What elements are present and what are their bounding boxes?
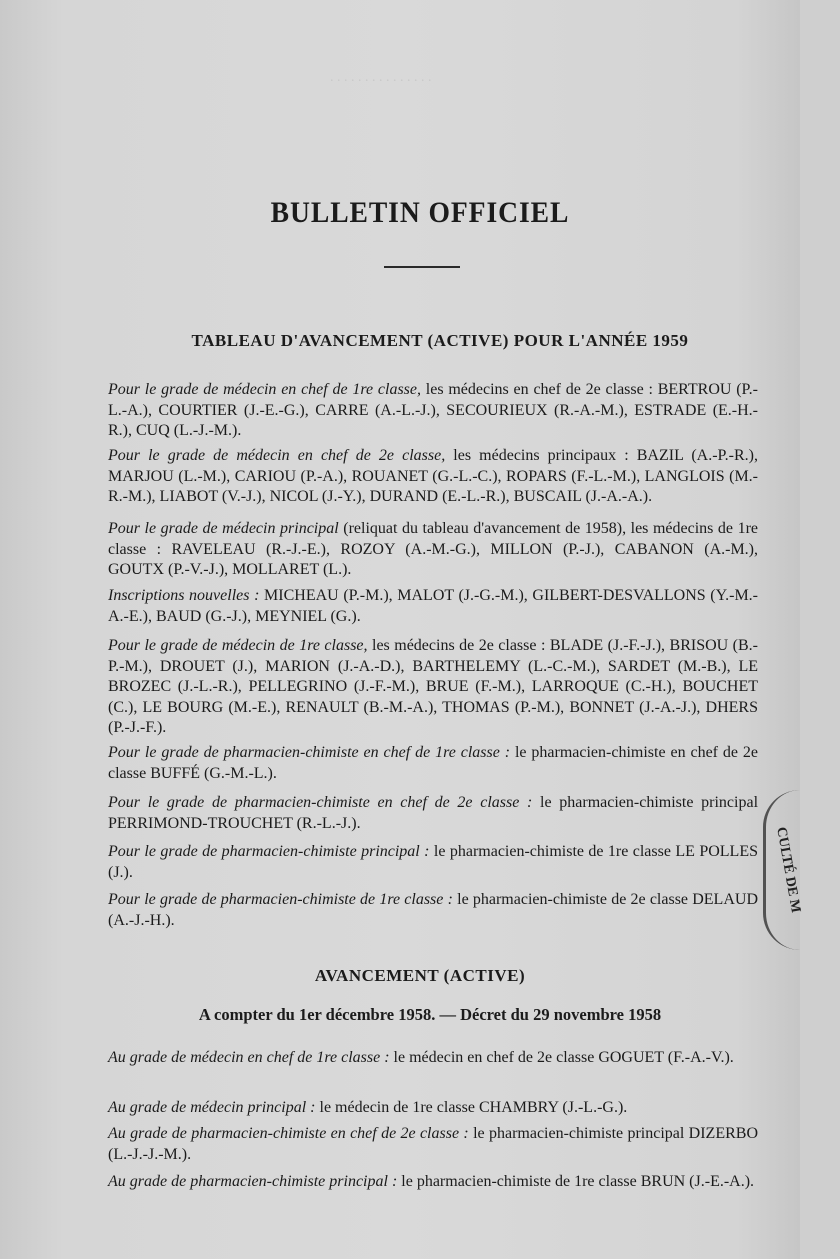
stamp-text: CULTÉ DE M bbox=[773, 826, 804, 914]
paragraph bbox=[108, 586, 758, 627]
paragraph bbox=[108, 842, 758, 883]
paragraph bbox=[108, 1048, 758, 1069]
paragraph-lead: Pour le grade de pharmacien-chimiste en chef de 1re classe : bbox=[108, 744, 511, 761]
paragraph-body: le pharmacien-chimiste en chef de 2e classe BUFFÉ (G.-M.-L.). bbox=[108, 744, 758, 782]
bleed-through-text: . . . . . . . . . . . . . . . bbox=[330, 70, 432, 85]
section-heading-tableau: TABLEAU D'AVANCEMENT (ACTIVE) POUR L'ANNÉE 1959 bbox=[191, 331, 689, 350]
paragraph bbox=[108, 1124, 758, 1165]
paragraph bbox=[108, 793, 758, 834]
paragraph-body: le pharmacien-chimiste de 1re classe BRUN (J.-E.-A.). bbox=[397, 1173, 755, 1190]
library-stamp bbox=[763, 790, 804, 950]
paragraph bbox=[108, 446, 758, 508]
paragraph-lead: Pour le grade de pharmacien-chimiste principal : bbox=[108, 843, 430, 860]
paragraph-lead: Au grade de pharmacien-chimiste en chef de 2e classe : bbox=[108, 1125, 469, 1142]
paragraph bbox=[108, 1098, 758, 1119]
paragraph-lead: Au grade de médecin principal : bbox=[108, 1099, 316, 1116]
paragraph-lead: Au grade de pharmacien-chimiste principal : bbox=[108, 1173, 398, 1190]
paragraph-lead: Pour le grade de médecin de 1re classe, bbox=[108, 637, 368, 654]
paragraph-body: les médecins en chef de 2e classe : BERTROU (P.-L.-A.), COURTIER (J.-E.-G.), CARRE (A.-L.-J.), SECOURIEUX (R.-A.-M.), ESTRADE (E.-H.-R.), CUQ (L.-J.-M.). bbox=[108, 381, 759, 439]
paragraph-body: le médecin de 1re classe CHAMBRY (J.-L.-G.). bbox=[315, 1099, 628, 1116]
paragraph-body: le pharmacien-chimiste principal DIZERBO (L.-J.-J.-M.). bbox=[108, 1125, 759, 1163]
paragraph-lead: Pour le grade de médecin en chef de 1re classe, bbox=[108, 381, 422, 398]
paragraph-body: les médecins de 2e classe : BLADE (J.-F.-J.), BRISOU (B.-P.-M.), DROUET (J.), MARION (J.-A.-D.), BARTHELEMY (L.-C.-M.), SARDET (M.-B.), LE BROZEC (J.-L.-R.), PELLEGRINO (J.-F.-M.), BRUE (F.-M.), LARROQUE (C.-H.), BOUCHET (C.), LE BOURG (M.-E.), RENAULT (B.-M.-A.), THOMAS (P.-M.), BONNET (J.-A.-J.), DHERS (P.-J.-F.). bbox=[108, 637, 759, 736]
paragraph bbox=[108, 380, 758, 442]
paragraph bbox=[108, 636, 758, 739]
paragraph-lead: Au grade de médecin en chef de 1re classe : bbox=[108, 1049, 390, 1066]
paragraph bbox=[108, 743, 758, 784]
paragraph-body: le pharmacien-chimiste principal PERRIMOND-TROUCHET (R.-L.-J.). bbox=[108, 794, 759, 832]
section-heading-avancement: AVANCEMENT (ACTIVE) bbox=[314, 966, 526, 985]
paragraph-body: (reliquat du tableau d'avancement de 1958), les médecins de 1re classe : RAVELEAU (R.-J.-E.), ROZOY (A.-M.-G.), MILLON (P.-J.), CABANON (A.-M.), GOUTX (P.-V.-J.), MOLLARET (L.). bbox=[108, 520, 758, 578]
paragraph-body: le pharmacien-chimiste de 1re classe LE POLLES (J.). bbox=[108, 843, 758, 881]
paragraph bbox=[108, 519, 758, 581]
paragraph bbox=[108, 890, 758, 931]
paragraph-lead: Pour le grade de médecin en chef de 2e classe, bbox=[108, 447, 446, 464]
paragraph-body: MICHEAU (P.-M.), MALOT (J.-G.-M.), GILBERT-DESVALLONS (Y.-M.-A.-E.), BAUD (G.-J.), MEYNIEL (G.). bbox=[108, 587, 758, 625]
paragraph-body: le pharmacien-chimiste de 2e classe DELAUD (A.-J.-H.). bbox=[108, 891, 758, 929]
paragraph-body: les médecins principaux : BAZIL (A.-P.-R.), MARJOU (L.-M.), CARIOU (P.-A.), ROUANET (G.-L.-C.), ROPARS (F.-L.-M.), LANGLOIS (M.-R.-M.), LIABOT (V.-J.), NICOL (J.-Y.), DURAND (E.-L.-R.), BUSCAIL (J.-A.-A.). bbox=[108, 447, 759, 505]
bulletin-title: BULLETIN OFFICIEL bbox=[270, 196, 570, 229]
paragraph bbox=[108, 1172, 758, 1193]
paragraph-lead: Pour le grade de pharmacien-chimiste de 1re classe : bbox=[108, 891, 453, 908]
paragraph-lead: Inscriptions nouvelles : bbox=[108, 587, 260, 604]
paragraph-lead: Pour le grade de pharmacien-chimiste en chef de 2e classe : bbox=[108, 794, 533, 811]
paragraph-lead: Pour le grade de médecin principal bbox=[108, 520, 339, 537]
title-divider bbox=[384, 266, 460, 268]
section-subheading-date: A compter du 1er décembre 1958. — Décret du 29 novembre 1958 bbox=[198, 1005, 662, 1024]
paragraph-body: le médecin en chef de 2e classe GOGUET (F.-A.-V.). bbox=[389, 1049, 734, 1066]
